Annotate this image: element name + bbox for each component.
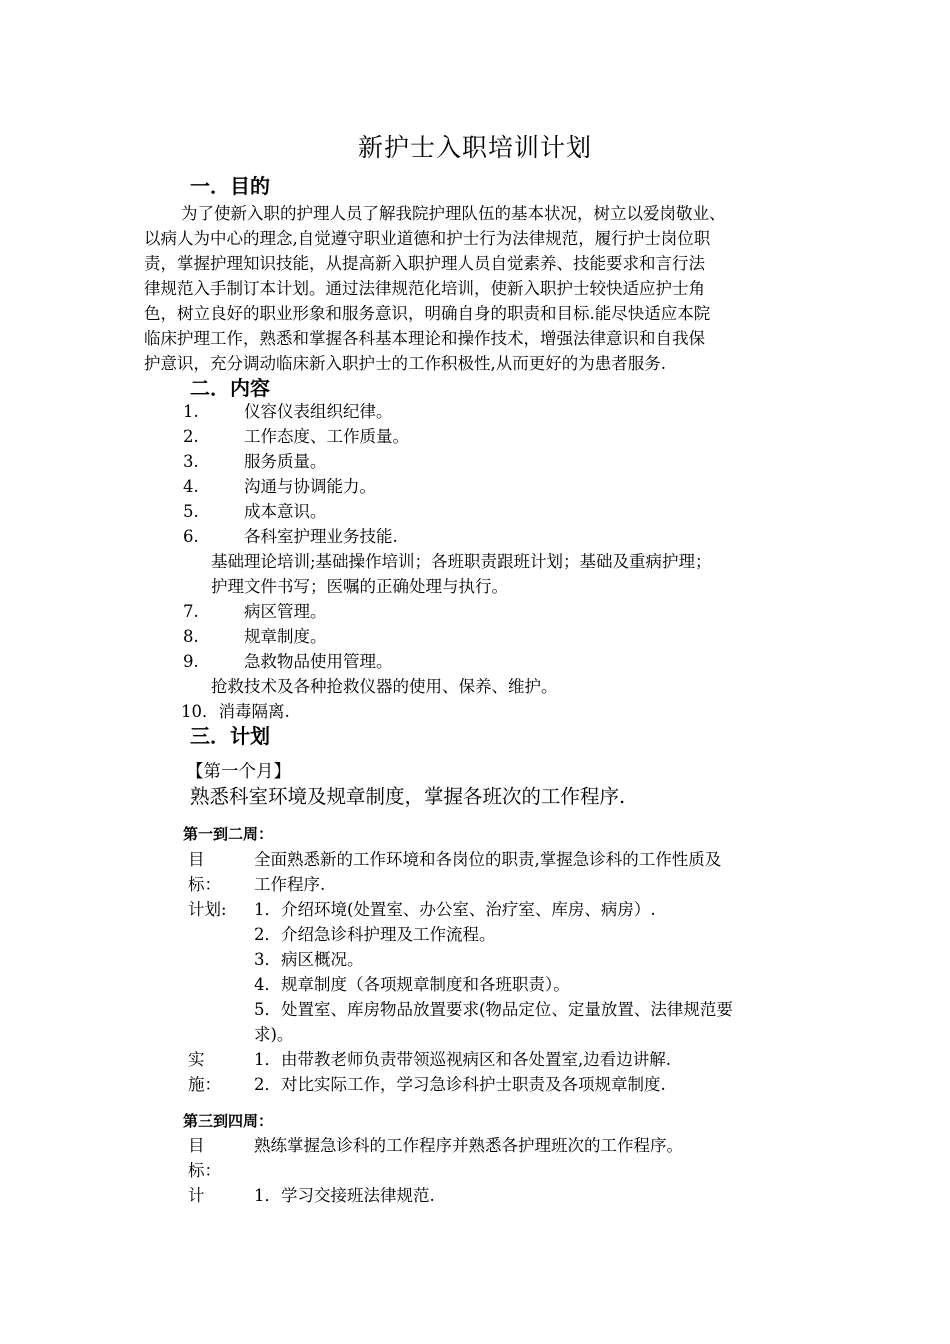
plan-item: 2．介绍急诊科护理及工作流程。	[254, 925, 496, 944]
list-item: 10．消毒隔离.	[181, 702, 290, 721]
plan-label: 计划:	[188, 900, 227, 919]
list-item: 规章制度。	[244, 627, 327, 646]
list-item: 成本意识。	[244, 502, 327, 521]
purpose-line: 责，掌握护理知识技能，从提高新入职护理人员自觉素养、技能要求和言行法	[144, 254, 705, 273]
plan-item: 求)。	[254, 1025, 294, 1044]
list-item: 仪容仪表组织纪律。	[244, 402, 393, 421]
plan-heading: 三．计划	[190, 724, 270, 748]
purpose-line: 护意识，充分调动临床新入职护士的工作积极性,从而更好的为患者服务.	[144, 354, 666, 373]
plan-item: 1．学习交接班法律规范.	[254, 1186, 435, 1205]
plan-item: 5．处置室、库房物品放置要求(物品定位、定量放置、法律规范要	[254, 1000, 733, 1019]
goal-text: 工作程序.	[254, 875, 326, 894]
list-item: 服务质量。	[244, 452, 327, 471]
week-heading: 第一到二周：	[183, 825, 274, 843]
list-item: 各科室护理业务技能.	[244, 527, 398, 546]
plan-item: 3．病区概况。	[254, 950, 364, 969]
list-item: 病区管理。	[244, 602, 327, 621]
implementation-item: 1．由带教老师负责带领巡视病区和各处置室,边看边讲解.	[254, 1050, 671, 1069]
list-item-number: 3.	[183, 452, 199, 471]
purpose-line: 色，树立良好的职业形象和服务意识，明确自身的职责和目标.能尽快适应本院	[144, 304, 711, 323]
goal-label: 目	[188, 1136, 205, 1155]
implementation-label: 实	[188, 1050, 205, 1069]
month-label: 【第一个月】	[186, 762, 291, 782]
list-item-detail: 护理文件书写；医嘱的正确处理与执行。	[211, 577, 508, 596]
list-item-detail: 基础理论培训;基础操作培训；各班职责跟班计划；基础及重病护理；	[211, 552, 712, 571]
purpose-line: 律规范入手制订本计划。通过法律规范化培训，使新入职护士较快适应护士角	[144, 279, 705, 298]
purpose-heading: 一．目的	[190, 174, 270, 198]
goal-label: 标：	[188, 875, 221, 894]
plan-item: 4．规章制度（各项规章制度和各班职责）。	[254, 975, 570, 994]
list-item-number: 8.	[183, 627, 199, 646]
plan-label: 计	[188, 1186, 205, 1205]
list-item: 沟通与协调能力。	[244, 477, 376, 496]
page-title: 新护士入职培训计划	[357, 133, 592, 162]
list-item-number: 6.	[183, 527, 199, 546]
week-heading: 第三到四周：	[183, 1112, 274, 1130]
purpose-line: 临床护理工作，熟悉和掌握各科基本理论和操作技术，增强法律意识和自我保	[144, 329, 705, 348]
list-item-number: 2.	[183, 427, 199, 446]
content-heading: 二．内容	[190, 376, 270, 400]
list-item-number: 9.	[183, 652, 199, 671]
purpose-line: 为了使新入职的护理人员了解我院护理队伍的基本状况，树立以爱岗敬业、	[181, 204, 726, 223]
list-item-detail: 抢救技术及各种抢救仪器的使用、保养、维护。	[211, 677, 558, 696]
list-item-number: 1.	[183, 402, 199, 421]
implementation-label: 施：	[188, 1075, 221, 1094]
month-description: 熟悉科室环境及规章制度，掌握各班次的工作程序.	[190, 785, 626, 808]
implementation-item: 2．对比实际工作，学习急诊科护士职责及各项规章制度.	[254, 1075, 666, 1094]
list-item-number: 7.	[183, 602, 199, 621]
list-item-number: 5.	[183, 502, 199, 521]
goal-label: 标：	[188, 1161, 221, 1180]
list-item: 急救物品使用管理。	[244, 652, 393, 671]
goal-label: 目	[188, 850, 205, 869]
plan-item: 1．介绍环境(处置室、办公室、治疗室、库房、病房）.	[254, 900, 656, 919]
goal-text: 熟练掌握急诊科的工作程序并熟悉各护理班次的工作程序。	[254, 1136, 683, 1155]
goal-text: 全面熟悉新的工作环境和各岗位的职责,掌握急诊科的工作性质及	[254, 850, 722, 869]
purpose-line: 以病人为中心的理念,自觉遵守职业道德和护士行为法律规范，履行护士岗位职	[144, 229, 711, 248]
list-item-number: 4.	[183, 477, 199, 496]
list-item: 工作态度、工作质量。	[244, 427, 409, 446]
